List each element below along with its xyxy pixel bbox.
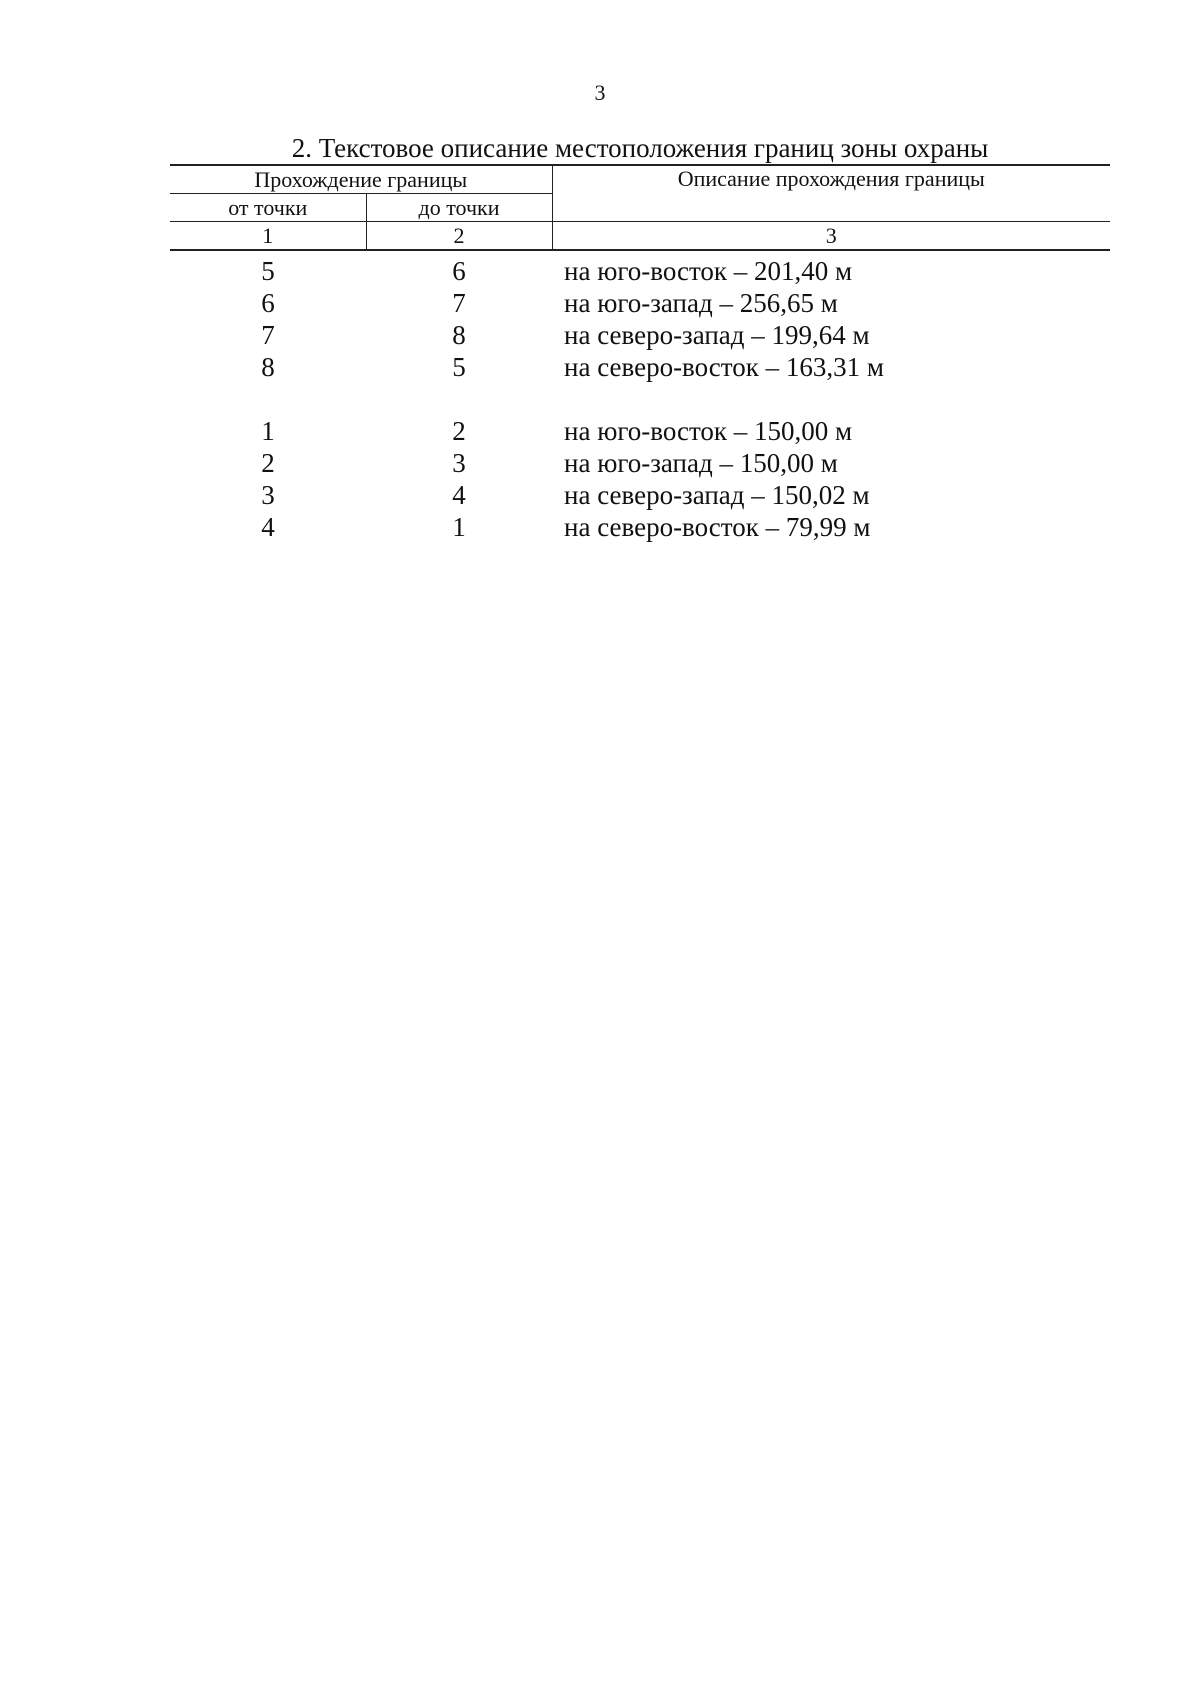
to-point-cell: 8 [452,320,466,350]
table-row [170,479,1110,511]
table-row [170,447,1110,479]
table-body [170,250,1110,543]
description-cell: на северо-запад – 199,64 м [564,320,870,350]
page-number: 3 [594,80,606,105]
column-number-2: 2 [366,222,552,251]
from-point-cell: 8 [261,352,275,382]
contour-separator [170,383,1110,415]
document-title: 2. Текстовое описание местоположения границ зоны охраны [291,133,989,163]
header-from-point: от точки [170,194,366,222]
column-number-3: 3 [552,222,1110,251]
to-point-cell: 7 [452,288,466,318]
from-point-cell: 4 [261,512,275,542]
description-cell: на юго-запад – 256,65 м [564,288,838,318]
to-point-cell: 2 [452,416,466,446]
to-point-cell: 5 [452,352,466,382]
from-point-cell: 6 [261,288,275,318]
from-point-cell: 7 [261,320,275,350]
to-point-cell: 6 [452,256,466,286]
column-number-1: 1 [170,222,366,251]
from-point-cell: 5 [261,256,275,286]
from-point-cell: 1 [261,416,275,446]
to-point-cell: 3 [452,448,466,478]
description-cell: на северо-восток – 163,31 м [564,352,884,382]
from-point-cell: 3 [261,480,275,510]
table-header [170,165,1110,250]
header-boundary-passage: Прохождение границы [170,165,552,194]
description-cell: на северо-восток – 79,99 м [564,512,871,542]
boundary-description-table [170,164,1110,543]
description-cell: на юго-восток – 201,40 м [564,256,853,286]
header-to-point: до точки [418,194,500,220]
table-row [170,319,1110,351]
table-row [170,250,1110,287]
to-point-cell: 4 [452,480,466,510]
table-row [170,287,1110,319]
description-cell: на северо-запад – 150,02 м [564,480,870,510]
description-cell: на юго-запад – 150,00 м [564,448,838,478]
table-row [170,415,1110,447]
table-row [170,351,1110,383]
from-point-cell: 2 [261,448,275,478]
table-row [170,511,1110,543]
header-boundary-description: Описание прохождения границы [552,165,1110,222]
description-cell: на юго-восток – 150,00 м [564,416,853,446]
to-point-cell: 1 [452,512,466,542]
